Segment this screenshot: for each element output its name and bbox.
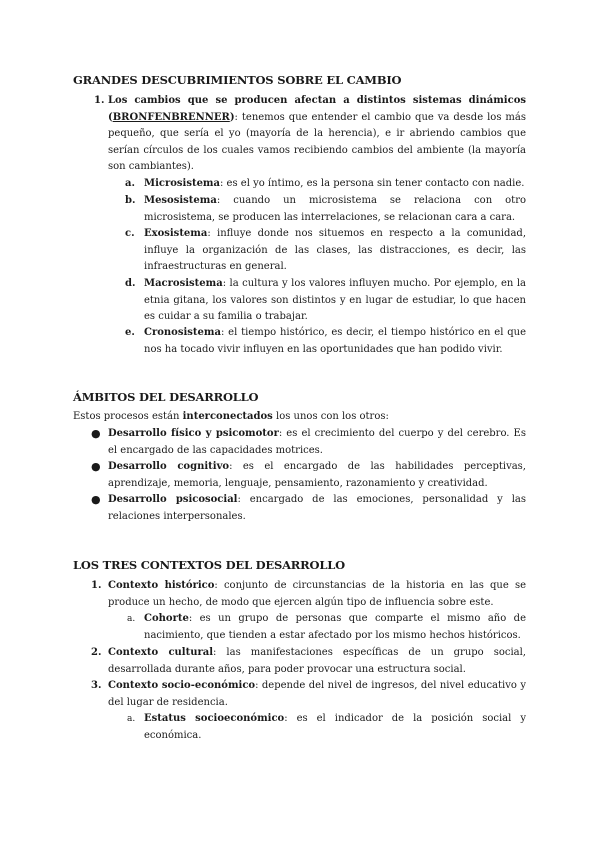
item-text: : depende del nivel de ingresos, del nivel educativo y del lugar de residencia. bbox=[108, 680, 526, 708]
list-marker: 3. bbox=[91, 680, 102, 691]
item-text: : es el indicador de la posición social y económica. bbox=[144, 713, 526, 741]
list-marker: a. bbox=[125, 178, 135, 189]
list-marker: c. bbox=[125, 228, 135, 239]
item-term: Exosistema bbox=[144, 228, 208, 239]
item-term: Microsistema bbox=[144, 178, 220, 189]
item-term: Desarrollo psicosocial bbox=[108, 494, 238, 505]
list-item-psicosocial bbox=[108, 492, 526, 525]
list-marker: d. bbox=[125, 278, 136, 289]
list-item-exosistema bbox=[144, 226, 526, 276]
intro-bold: interconectados bbox=[182, 411, 273, 422]
section-title-ambitos: ÁMBITOS DEL DESARROLLO bbox=[73, 390, 259, 404]
item-bold-text: Los cambios que se producen afectan a distintos sistemas dinámicos ( bbox=[108, 95, 526, 123]
list-item-mesosistema bbox=[144, 193, 526, 226]
list-item-cultural bbox=[108, 645, 526, 678]
list-marker: a. bbox=[127, 614, 136, 624]
list-item-macrosistema bbox=[144, 276, 526, 326]
item-term: Cronosistema bbox=[144, 327, 221, 338]
list-marker: 1. bbox=[91, 580, 102, 591]
item-text: : tenemos que entender el cambio que va desde los más pequeño, que sería el yo (mayoría de la herencia), e ir abriendo cambios que serían círculos de los cuales vamos recibiendo cambios del ambiente (la mayoría son cambiantes). bbox=[108, 111, 526, 173]
item-term: Desarrollo cognitivo bbox=[108, 461, 230, 472]
item-term: Macrosistema bbox=[144, 278, 223, 289]
item-text: : el tiempo histórico, es decir, el tiempo histórico en el que nos ha tocado vivir influyen en las oportunidades que han podido vivir. bbox=[144, 327, 526, 355]
list-item-cognitivo bbox=[108, 459, 526, 492]
item-text: : es el yo íntimo, es la persona sin tener contacto con nadie. bbox=[220, 178, 525, 189]
list-marker: 1. bbox=[94, 95, 105, 106]
list-item-cohorte bbox=[144, 611, 526, 644]
item-bold-close: ) bbox=[229, 111, 235, 123]
bullet-marker: ● bbox=[91, 427, 101, 440]
list-item-cambios bbox=[108, 93, 526, 176]
list-item-fisico bbox=[108, 426, 526, 459]
item-text: : es el encargado de las habilidades perceptivas, aprendizaje, memoria, lenguaje, pensamiento, razonamiento y creatividad. bbox=[108, 461, 526, 489]
item-text: : conjunto de circunstancias de la historia en las que se produce un hecho, de modo que ejercen algún tipo de influencia sobre este. bbox=[108, 580, 526, 608]
item-text: : las manifestaciones específicas de un grupo social, desarrollada durante años, para poder provocar una estructura social. bbox=[108, 647, 526, 675]
bullet-marker: ● bbox=[91, 493, 101, 506]
list-marker: 2. bbox=[91, 647, 102, 658]
list-item-cronosistema bbox=[144, 325, 526, 358]
list-item-estatus bbox=[144, 711, 526, 744]
item-term: Desarrollo físico y psicomotor bbox=[108, 428, 279, 439]
list-item-socioeconomico bbox=[108, 678, 526, 711]
item-text: : cuando un microsistema se relaciona con otro microsistema, se producen las interrelaciones, se relacionan cara a cara. bbox=[144, 195, 526, 223]
item-text: : encargado de las emociones, personalidad y las relaciones interpersonales. bbox=[108, 494, 526, 522]
section-title-contextos: LOS TRES CONTEXTOS DEL DESARROLLO bbox=[73, 558, 345, 572]
item-text: : es un grupo de personas que comparte el mismo año de nacimiento, que tienden a estar afectado por los mismo hechos históricos. bbox=[144, 613, 526, 641]
section-intro bbox=[73, 409, 526, 426]
item-term: Estatus socioeconómico bbox=[144, 713, 285, 724]
item-underlined-author: BRONFENBRENNER bbox=[112, 111, 230, 123]
list-marker: b. bbox=[125, 195, 136, 206]
item-term: Mesosistema bbox=[144, 195, 217, 206]
item-text: : influye donde nos situemos en respecto a la comunidad, influye la organización de las clases, las distracciones, es decir, las infraestructuras en general. bbox=[144, 228, 526, 273]
list-marker: e. bbox=[125, 327, 135, 338]
item-term: Contexto cultural bbox=[108, 647, 214, 658]
list-item-historico bbox=[108, 578, 526, 611]
item-term: Cohorte bbox=[144, 613, 189, 624]
list-item-microsistema bbox=[144, 176, 526, 193]
item-text: : la cultura y los valores influyen mucho. Por ejemplo, en la etnia gitana, los valores son distintos y en lugar de estudiar, lo que hacen es cuidar a su familia o trabajar. bbox=[144, 278, 526, 323]
intro-text-end: los unos con los otros: bbox=[272, 411, 389, 422]
bullet-marker: ● bbox=[91, 460, 101, 473]
section-title-cambio: GRANDES DESCUBRIMIENTOS SOBRE EL CAMBIO bbox=[73, 73, 402, 87]
intro-text: Estos procesos están bbox=[73, 411, 183, 422]
item-term: Contexto socio-económico bbox=[108, 680, 256, 691]
list-marker: a. bbox=[127, 714, 136, 724]
item-term: Contexto histórico bbox=[108, 580, 215, 591]
item-text: : es el crecimiento del cuerpo y del cerebro. Es el encargado de las capacidades motrices. bbox=[108, 428, 526, 456]
